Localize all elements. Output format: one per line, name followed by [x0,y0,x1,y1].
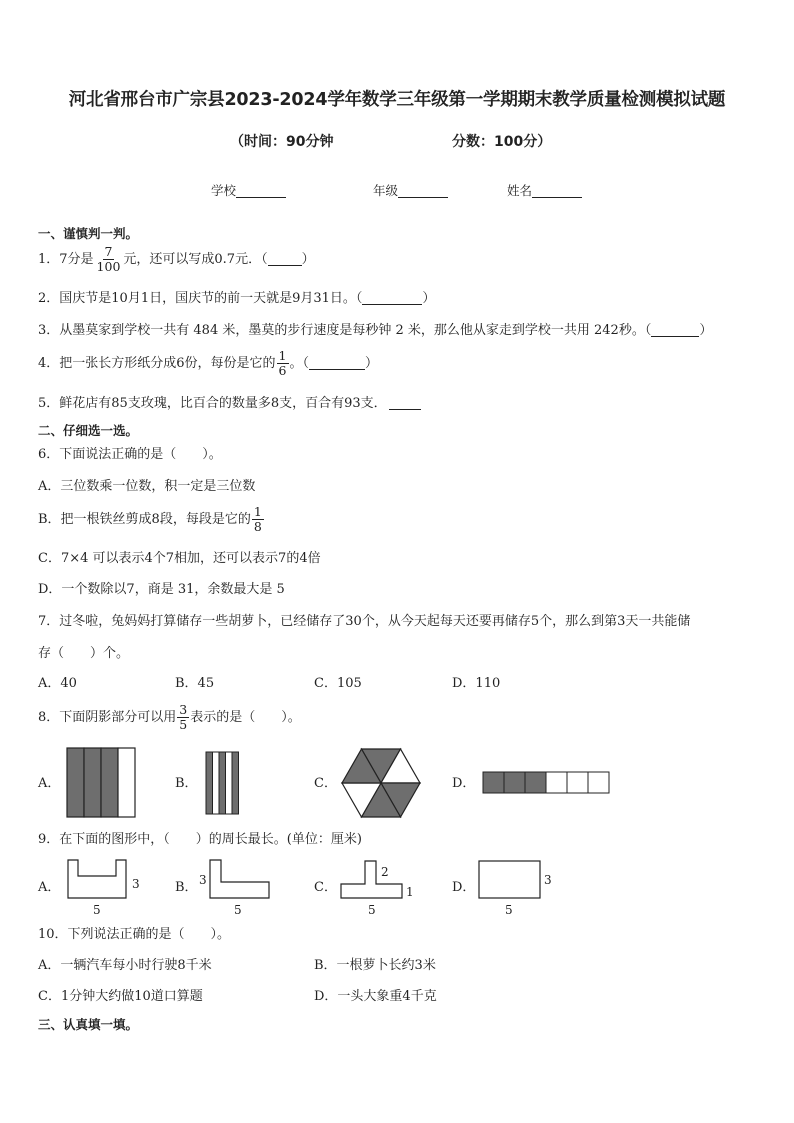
q9-option-a-label[interactable]: A． [38,880,61,895]
exam-score: 分数：100分） [452,134,552,150]
q9-figure-b[interactable] [198,858,278,918]
q7-option-d[interactable]: D．110 [452,676,501,691]
question-9-stem: 9．在下面的图形中，（ ）的周长最长。(单位：厘米) [38,832,362,847]
svg-text:3: 3 [132,877,140,891]
question-5: 5．鲜花店有85支玫瑰，比百合的数量多8支，百合有93支． [38,395,421,413]
q10-option-a[interactable]: A．一辆汽车每小时行驶8千米 [38,958,212,973]
svg-text:2: 2 [381,865,389,879]
school-blank[interactable] [236,183,286,198]
section-judge-heading: 一、谨慎判一判。 [38,226,139,241]
name-label: 姓名 [507,183,533,198]
q2-blank[interactable] [362,290,422,305]
q1-blank[interactable] [268,251,302,266]
question-8-stem: 8．下面阴影部分可以用 $\frac{3}{5}$ 表示的是（ ）。 [38,702,301,732]
q9-option-c-label[interactable]: C． [314,880,337,895]
q8-figure-a[interactable] [66,747,140,819]
q10-option-b[interactable]: B．一根萝卜长约3米 [314,958,436,973]
school-field[interactable] [211,181,286,199]
q8-figure-c[interactable] [340,747,422,819]
question-7-line1: 7．过冬啦，兔妈妈打算储存一些胡萝卜，已经储存了30个，从今天起每天还要再储存5个，那么到第3天一共能储 [38,614,691,629]
svg-text:3: 3 [544,873,552,887]
q8-figure-d[interactable] [482,771,614,795]
fraction-3-5: $\frac{3}{5}$ [179,702,188,732]
section-fill-heading: 三、认真填一填。 [38,1017,139,1032]
q7-option-b[interactable]: B．45 [175,676,215,691]
svg-text:5: 5 [234,903,242,917]
q6-option-a[interactable]: A．三位数乘一位数，积一定是三位数 [38,479,256,494]
fraction-1-6: $\frac{1}{6}$ [278,348,287,378]
q9-figure-a[interactable] [64,858,144,918]
q8-option-d-label[interactable]: D． [452,776,476,791]
grade-label: 年级 [373,183,399,198]
fraction-1-8: $\frac{1}{8}$ [253,504,262,534]
name-field[interactable] [507,181,582,199]
q9-option-b-label[interactable]: B． [175,880,198,895]
q7-option-c[interactable]: C．105 [314,676,362,691]
school-label: 学校 [211,183,237,198]
q9-figure-d[interactable] [476,858,560,920]
fraction-7-100: $\frac{7}{100}$ [96,244,121,274]
grade-field[interactable] [373,181,448,199]
q6-option-c[interactable]: C．7×4 可以表示4个7相加，还可以表示7的4倍 [38,551,321,566]
svg-text:1: 1 [406,885,414,899]
q10-option-c[interactable]: C．1分钟大约做10道口算题 [38,989,203,1004]
question-6-stem: 6．下面说法正确的是（ ）。 [38,447,222,462]
q6-option-b[interactable]: B．把一根铁丝剪成8段，每段是它的 $\frac{1}{8}$ [38,504,262,534]
grade-blank[interactable] [398,183,448,198]
svg-text:3: 3 [199,873,207,887]
q9-figure-c[interactable] [338,858,418,918]
question-3: 3．从墨莫家到学校一共有 484 米，墨莫的步行速度是每秒钟 2 米，那么他从家走到学校一共用 242秒。（ ） [38,323,713,338]
section-choice-heading: 二、仔细选一选。 [38,423,139,438]
exam-time: （时间：90分钟 [230,134,334,150]
q6-option-d[interactable]: D．一个数除以7，商是 31，余数最大是 5 [38,582,285,597]
q7-option-a[interactable]: A．40 [38,676,77,691]
q8-option-a-label[interactable]: A． [38,776,61,791]
question-2: 2．国庆节是10月1日，国庆节的前一天就是9月31日。（ ） [38,291,436,306]
svg-text:5: 5 [93,903,101,917]
question-4: 4．把一张长方形纸分成6份，每份是它的 $\frac{1}{6}$ 。（ ） [38,348,379,378]
q10-option-d[interactable]: D．一头大象重4千克 [314,989,437,1004]
q8-option-b-label[interactable]: B． [175,776,198,791]
question-7-line2: 存（ ）个。 [38,646,130,661]
svg-text:5: 5 [368,903,376,917]
q9-option-d-label[interactable]: D． [452,880,476,895]
name-blank[interactable] [532,183,582,198]
question-1: 1．7分是 $\frac{7}{100}$ 元，还可以写成0.7元．（ ） [38,244,315,274]
q8-figure-b[interactable] [205,751,245,815]
question-10-stem: 10．下列说法正确的是（ ）。 [38,927,231,942]
svg-text:5: 5 [505,903,513,917]
q8-option-c-label[interactable]: C． [314,776,337,791]
q3-blank[interactable] [651,322,699,337]
exam-title: 河北省邢台市广宗县2023-2024学年数学三年级第一学期期末教学质量检测模拟试题 [68,90,726,110]
q5-blank[interactable] [389,395,421,410]
q4-blank[interactable] [309,355,365,370]
